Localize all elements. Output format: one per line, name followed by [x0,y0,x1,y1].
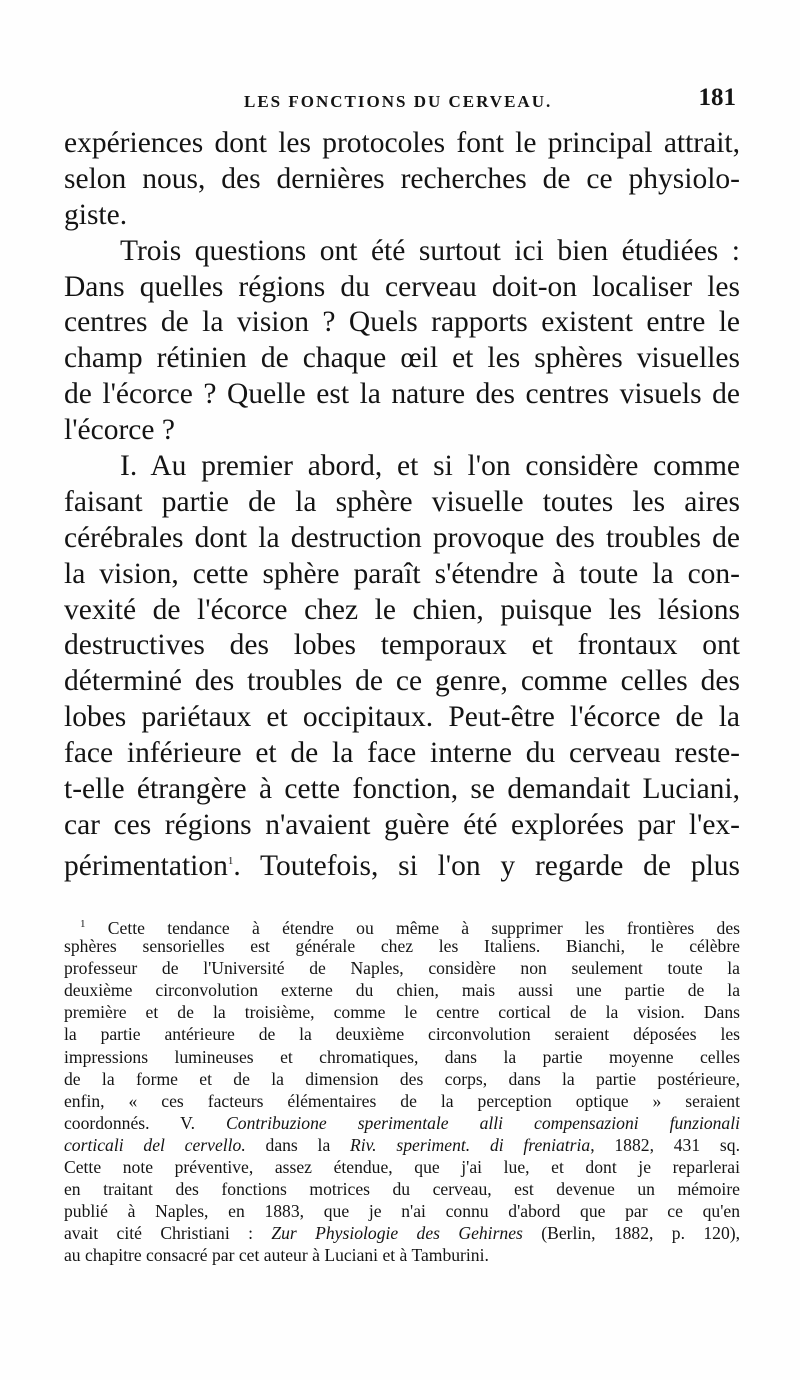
footnote-line: enfin, « ces facteurs élémentaires de la perception optique » seraient [64,1090,740,1111]
text-line: face inférieure et de la face interne du cerveau reste- [64,737,740,770]
footnote-line: professeur de l'Université de Naples, considère non seulement toute la [64,958,740,979]
text-line: centres de la vision ? Quels rapports existent entre le [64,306,740,339]
text-line: expériences dont les protocoles font le principal attrait, [64,127,740,159]
text-fragment: . Toutefois, si l'on y regarde de plus [233,849,740,882]
text-fragment: , 1882, 431 sq. [590,1134,740,1155]
body-text [64,126,740,880]
text-line: selon nous, des dernières recherches de ce physiolo- [64,162,740,195]
cited-title: Contribuzione sperimentale alli compensazioni funzionali [226,1112,741,1133]
text-fragment: dans la [245,1134,351,1155]
footnote [64,913,740,1267]
text-line: destructives des lobes temporaux et frontaux ont [64,629,740,662]
footnote-line: publié à Naples, en 1883, que je n'ai connu d'abord que par ce qu'en [64,1201,740,1222]
footnote-line: en traitant des fonctions motrices du cerveau, est devenue un mémoire [64,1179,740,1200]
footnote-line: au chapitre consacré par cet auteur à Luciani et à Tamburini. [64,1245,489,1266]
text-line: Dans quelles régions du cerveau doit-on localiser les [64,270,740,303]
text-line: I. Au premier abord, et si l'on considère comme [120,450,740,483]
footnote-marker: 1 [80,918,86,930]
journal-title: Riv. speriment. di freniatria [350,1134,591,1155]
text-fragment: coordonnés. V. [64,1112,196,1133]
text-fragment: (Berlin, 1882, p. 120), [522,1223,740,1244]
footnote-line: Cette note préventive, assez étendue, que j'ai lue, et dont je reparlerai [64,1157,740,1178]
text-line: car ces régions n'avaient guère été explorées par l'ex- [64,808,740,841]
text-line: de l'écorce ? Quelle est la nature des centres visuels de [64,378,740,411]
text-line: cérébrales dont la destruction provoque des troubles de [64,521,740,554]
text-line: Trois questions ont été surtout ici bien étudiées : [120,234,740,267]
footnote-line: de la forme et de la dimension des corps, dans la partie postérieure, [64,1068,740,1089]
cited-title: Zur Physiologie des Gehirnes [271,1223,523,1244]
text-line: lobes pariétaux et occipitaux. Peut-être l'écorce de la [64,701,740,734]
footnote-line [64,1222,740,1244]
text-line: t-elle étrangère à cette fonction, se demandait Luciani, [64,773,740,806]
text-fragment: avait cité Christiani : [64,1223,272,1244]
page-number: 181 [698,84,736,111]
footnote-line [64,913,741,938]
footnote-line: sphères sensorielles est générale chez les Italiens. Bianchi, le célèbre [64,936,740,957]
text-line: déterminé des troubles de ce genre, comme celles des [64,665,740,698]
text-line [64,844,740,880]
text-line: giste. [64,198,128,231]
text-line: la vision, cette sphère paraît s'étendre à toute la con- [64,557,740,590]
running-head: LES FONCTIONS DU CERVEAU. [244,92,553,111]
footnote-line: première et de la troisième, comme le centre cortical de la vision. Dans [64,1002,740,1023]
footnote-line: la partie antérieure de la deuxième circonvolution seraient déposées les [64,1024,740,1045]
text-line: faisant partie de la sphère visuelle toutes les aires [64,485,740,518]
text-fragment: périmentation [64,849,228,882]
text-fragment: Cette tendance à étendre ou même à supprimer les frontières des [107,917,741,938]
text-line: champ rétinien de chaque œil et les sphères visuelles [64,342,740,375]
footnote-line [64,1112,740,1134]
footnote-reference: 1 [227,854,234,867]
footnote-line: impressions lumineuses et chromatiques, dans la partie moyenne celles [64,1046,740,1067]
cited-title: corticali del cervello. [64,1134,246,1155]
footnote-line: deuxième circonvolution externe du chien, mais aussi une partie de la [64,980,740,1001]
text-line: vexité de l'écorce chez le chien, puisque les lésions [64,593,740,626]
page-header [66,84,736,124]
text-line: l'écorce ? [64,414,175,447]
footnote-line [64,1134,740,1156]
